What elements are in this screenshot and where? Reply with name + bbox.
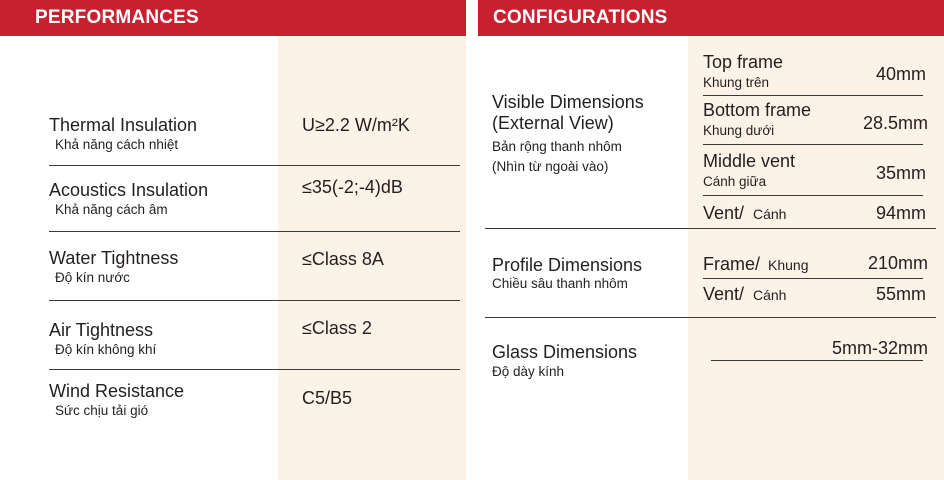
item-label: Top frame	[703, 52, 784, 72]
row-label: Air Tightness	[49, 320, 154, 340]
group-sublabel: Chiều sâu thanh nhôm	[492, 276, 628, 291]
row-label: Thermal Insulation	[49, 115, 198, 135]
item-value: 35mm	[875, 163, 926, 183]
group-label: Glass Dimensions	[492, 342, 638, 362]
row-sublabel: Độ kín không khí	[55, 342, 157, 357]
row-sublabel: Sức chịu tải gió	[55, 403, 149, 418]
row-label: Wind Resistance	[49, 381, 185, 401]
row-value: ≤Class 2	[302, 318, 372, 338]
item-value: 210mm	[867, 253, 928, 273]
group-label: Profile Dimensions	[492, 255, 643, 275]
row-value: C5/B5	[302, 388, 353, 408]
row-label: Acoustics Insulation	[49, 180, 209, 200]
group-label-line2: (External View)	[492, 113, 614, 133]
item-sublabel: Cánh giữa	[703, 174, 767, 189]
row-value: ≤Class 8A	[302, 249, 384, 269]
item-sublabel: Khung	[768, 257, 809, 273]
item-value: 94mm	[875, 203, 926, 223]
item-value: 40mm	[875, 64, 926, 84]
row-sublabel: Độ kín nước	[55, 270, 130, 285]
divider	[49, 165, 460, 166]
configurations-header	[478, 0, 944, 36]
divider	[703, 144, 923, 145]
item-label: Bottom frame	[703, 100, 812, 120]
item-value: 28.5mm	[862, 113, 928, 133]
performances-header	[0, 0, 466, 36]
group-sublabel: Bản rộng thanh nhôm	[492, 139, 622, 154]
item-value: 55mm	[875, 284, 926, 304]
performances-title: PERFORMANCES	[35, 7, 199, 28]
item-sublabel: Khung dưới	[703, 123, 775, 138]
glass-value: 5mm-32mm	[831, 338, 928, 358]
divider	[49, 369, 460, 370]
group-label: Visible Dimensions	[492, 92, 644, 112]
row-value: U≥2.2 W/m²K	[302, 115, 410, 135]
divider	[485, 228, 936, 229]
group-sublabel-line2: (Nhìn từ ngoài vào)	[492, 159, 609, 174]
row-sublabel: Khả năng cách nhiệt	[55, 137, 179, 152]
item-label: Frame/	[703, 254, 761, 274]
divider	[49, 300, 460, 301]
divider	[49, 231, 460, 232]
divider	[485, 317, 936, 318]
divider	[711, 360, 923, 361]
divider	[703, 195, 923, 196]
group-sublabel: Độ dày kính	[492, 364, 565, 379]
item-label: Vent/	[703, 284, 745, 304]
configurations-title: CONFIGURATIONS	[493, 7, 668, 28]
item-sublabel: Cánh	[753, 287, 787, 303]
item-sublabel: Cánh	[753, 206, 787, 222]
item-label: Middle vent	[703, 151, 796, 171]
row-value: ≤35(-2;-4)dB	[302, 177, 403, 197]
item-sublabel: Khung trên	[703, 75, 770, 90]
item-label: Vent/	[703, 203, 745, 223]
row-sublabel: Khả năng cách âm	[55, 202, 168, 217]
row-label: Water Tightness	[49, 248, 179, 268]
divider	[703, 95, 923, 96]
divider	[703, 278, 923, 279]
